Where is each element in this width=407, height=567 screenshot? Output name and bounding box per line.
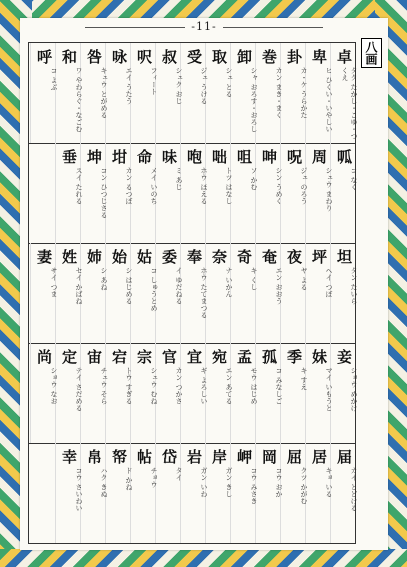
kanji-reading: セイ かばね [75,267,83,305]
kanji-character: 帑 [111,448,127,466]
kanji-character: 姑 [136,248,152,266]
kanji-entry [205,143,233,243]
kanji-character: 孤 [261,348,277,366]
kanji-character: 定 [61,348,77,366]
kanji-reading: シュ とる [225,67,233,98]
kanji-character: 受 [186,48,202,66]
kanji-entry [205,243,233,343]
kanji-reading: クツ かがむ [300,467,308,505]
kanji-reading: ショウ なお [50,367,58,405]
kanji-entry [130,143,158,243]
kanji-reading: ホウ ほえる [200,167,208,205]
kanji-reading: ソ かむ [250,167,258,191]
kanji-reading: カン まき・まく [275,67,283,119]
kanji-character: 味 [161,148,177,166]
kanji-entry [105,243,133,343]
kanji-reading: シ あね [100,267,108,291]
kanji-character: 周 [311,148,327,166]
kanji-character: 宗 [136,348,152,366]
kanji-entry [105,443,133,543]
kanji-reading: サイ つま [50,267,58,298]
kanji-character: 坪 [311,248,327,266]
kanji-entry [180,143,208,243]
kanji-entry [230,443,258,543]
kanji-character: 坦 [336,248,352,266]
kanji-character: 岱 [161,448,177,466]
kanji-character: 始 [111,248,127,266]
kanji-character: 咀 [236,148,252,166]
kanji-entry [280,443,308,543]
kanji-character: 官 [161,348,177,366]
kanji-entry [130,243,158,343]
kanji-character: 岬 [236,448,252,466]
kanji-reading: イ ゆだねる [175,267,183,305]
kanji-entry [330,43,358,143]
kanji-reading: シャ おろす・おろし [250,67,258,133]
kanji-character: 奉 [186,248,202,266]
kanji-reading: トツ はなし [225,167,233,205]
kanji-reading: ギ よろしい [200,367,208,405]
kanji-entry [230,143,258,243]
kanji-entry [205,343,233,443]
kanji-entry [255,43,283,143]
kanji-entry [230,343,258,443]
kanji-reading: コン ひつじさる [100,167,108,219]
kanji-reading: カイ とどける [350,467,358,512]
kanji-entry [30,243,58,343]
kanji-entry [205,43,233,143]
kanji-reading: シ はじめる [125,267,133,305]
kanji-entry [80,243,108,343]
kanji-character: 卓 [336,48,352,66]
kanji-reading: シュウ まわり [325,167,333,212]
kanji-entry [155,443,183,543]
kanji-reading: キュウ とがめる [100,67,108,119]
kanji-entry [105,143,133,243]
kanji-entry [80,43,108,143]
kanji-character: 妻 [36,248,52,266]
kanji-entry [55,343,83,443]
kanji-reading: ガン いわ [200,467,208,498]
kanji-reading: カン つかさ [175,367,183,405]
kanji-entry [80,143,108,243]
kanji-entry [130,443,158,543]
kanji-row [29,43,358,144]
kanji-entry [155,243,183,343]
kanji-reading: タイ [175,467,183,481]
section-tag: 八画 [361,38,382,68]
kanji-entry [155,143,183,243]
kanji-character: 夜 [286,248,302,266]
kanji-reading: カン るつぼ [125,167,133,205]
kanji-entry [255,443,283,543]
kanji-character: 孟 [236,348,252,366]
kanji-entry [230,43,258,143]
kanji-character: 呎 [136,48,152,66]
kanji-reading: カ・ケ うらかた [300,67,308,119]
kanji-entry [55,143,83,243]
kanji-character: 叔 [161,48,177,66]
kanji-reading: トウ すぎる [125,367,133,405]
kanji-reading: フィート [150,67,158,95]
kanji-character: 卸 [236,48,252,66]
kanji-entry [180,243,208,343]
kanji-reading: エン あてる [225,367,233,405]
kanji-character: 命 [136,148,152,166]
kanji-reading: ヤ よる [300,267,308,291]
kanji-row [29,343,358,444]
kanji-character: 岸 [211,448,227,466]
kanji-character: 委 [161,248,177,266]
kanji-character: 取 [211,48,227,66]
kanji-entry [305,343,333,443]
kanji-character: 宛 [211,348,227,366]
kanji-character: 呱 [336,148,352,166]
kanji-entry [130,343,158,443]
kanji-grid [28,42,356,544]
kanji-character: 宕 [111,348,127,366]
kanji-row [29,143,358,244]
kanji-character: 坤 [86,148,102,166]
kanji-row [29,243,358,344]
decorative-border-bottom [0,549,407,567]
kanji-character: 奄 [261,248,277,266]
kanji-entry [280,343,308,443]
kanji-character: 姓 [61,248,77,266]
kanji-reading: ミ あじ [175,167,183,191]
kanji-character: 呻 [261,148,277,166]
kanji-reading: メイ いのち [150,167,158,205]
kanji-entry [330,143,358,243]
kanji-reading: コウ さいわい [75,467,83,512]
kanji-character: 坩 [111,148,127,166]
kanji-entry [130,43,158,143]
kanji-character: 帛 [86,448,102,466]
kanji-entry [305,43,333,143]
kanji-character: 幸 [61,448,77,466]
kanji-reading: コ みなしご [275,367,283,405]
kanji-character: 季 [286,348,302,366]
kanji-entry [305,243,333,343]
kanji-entry [280,43,308,143]
kanji-reading: ジュ のろう [300,167,308,205]
kanji-character: 呼 [36,48,52,66]
kanji-entry [80,443,108,543]
kanji-entry [255,143,283,243]
kanji-character: 宙 [86,348,102,366]
kanji-reading: ナ いかん [225,267,233,298]
kanji-character: 尚 [36,348,52,366]
kanji-reading: テイ さだめる [75,367,83,412]
kanji-entry [180,443,208,543]
kanji-character: 岡 [261,448,277,466]
kanji-entry [205,443,233,543]
kanji-character: 屈 [286,448,302,466]
kanji-reading: コウ みさき [250,467,258,505]
kanji-character: 岩 [186,448,202,466]
kanji-reading: シュク おじ [175,67,183,105]
kanji-character: 垂 [61,148,77,166]
kanji-character: 妹 [311,348,327,366]
kanji-entry [255,343,283,443]
kanji-entry [305,443,333,543]
kanji-character: 居 [311,448,327,466]
kanji-character: 咄 [211,148,227,166]
kanji-character: 奇 [236,248,252,266]
kanji-entry [30,343,58,443]
kanji-entry [30,43,58,143]
kanji-character: 帖 [136,448,152,466]
kanji-character: 姉 [86,248,102,266]
kanji-character: 呪 [286,148,302,166]
kanji-reading: スイ たれる [75,167,83,205]
kanji-entry [230,243,258,343]
kanji-reading: シュウ むね [150,367,158,405]
kanji-reading: ヘイ つぼ [325,267,333,298]
kanji-entry [180,43,208,143]
kanji-character: 和 [61,48,77,66]
kanji-entry [255,243,283,343]
decorative-border-top [0,0,407,18]
kanji-reading: ヒ ひくい・いやしい [325,67,333,133]
kanji-character: 卦 [286,48,302,66]
kanji-reading: キ くし [250,267,258,291]
kanji-entry [280,243,308,343]
kanji-reading: タン たいら [350,267,358,305]
kanji-reading: ワ やわらぐ・なごむ [75,67,83,133]
kanji-reading: ショウ めかけ [350,367,358,412]
kanji-reading: シン うめく [275,167,283,205]
kanji-character: 卑 [311,48,327,66]
kanji-entry [155,43,183,143]
kanji-entry [55,243,83,343]
kanji-reading: エン おおう [275,267,283,305]
kanji-reading: ド かね [125,467,133,491]
dictionary-page [20,18,388,550]
kanji-row [29,443,358,543]
kanji-entry [105,343,133,443]
kanji-reading: コ なく [350,167,358,191]
kanji-entry [55,443,83,543]
kanji-reading: タク たかし・こゆ・つくえ [341,67,358,140]
kanji-entry [330,443,358,543]
kanji-reading: コ よぶ [50,67,58,91]
kanji-reading: キ すえ [300,367,308,391]
kanji-reading: チュウ そら [100,367,108,405]
kanji-character: 妾 [336,348,352,366]
kanji-reading: コウ おか [275,467,283,498]
kanji-character: 巻 [261,48,277,66]
kanji-reading: エイ うたう [125,67,133,105]
kanji-reading: ガン きし [225,467,233,498]
kanji-reading: ホウ たてまつる [200,267,208,319]
kanji-entry [305,143,333,243]
kanji-entry [155,343,183,443]
kanji-reading: ジュ うける [200,67,208,105]
kanji-character: 宜 [186,348,202,366]
kanji-entry [330,243,358,343]
kanji-entry [55,43,83,143]
kanji-reading: キョ いる [325,467,333,498]
kanji-character: 咎 [86,48,102,66]
kanji-character: 咆 [186,148,202,166]
kanji-entry [80,343,108,443]
kanji-entry [180,343,208,443]
kanji-character: 届 [336,448,352,466]
kanji-character: 奈 [211,248,227,266]
kanji-entry [105,43,133,143]
kanji-entry [330,343,358,443]
kanji-reading: マイ いもうと [325,367,333,412]
kanji-reading: ハク きぬ [100,467,108,498]
kanji-reading: モウ はじめ [250,367,258,405]
kanji-character: 咏 [111,48,127,66]
kanji-reading: チョウ [150,467,158,488]
kanji-entry [280,143,308,243]
kanji-reading: コ しゅうとめ [150,267,158,312]
page-number: -11- [20,20,388,33]
